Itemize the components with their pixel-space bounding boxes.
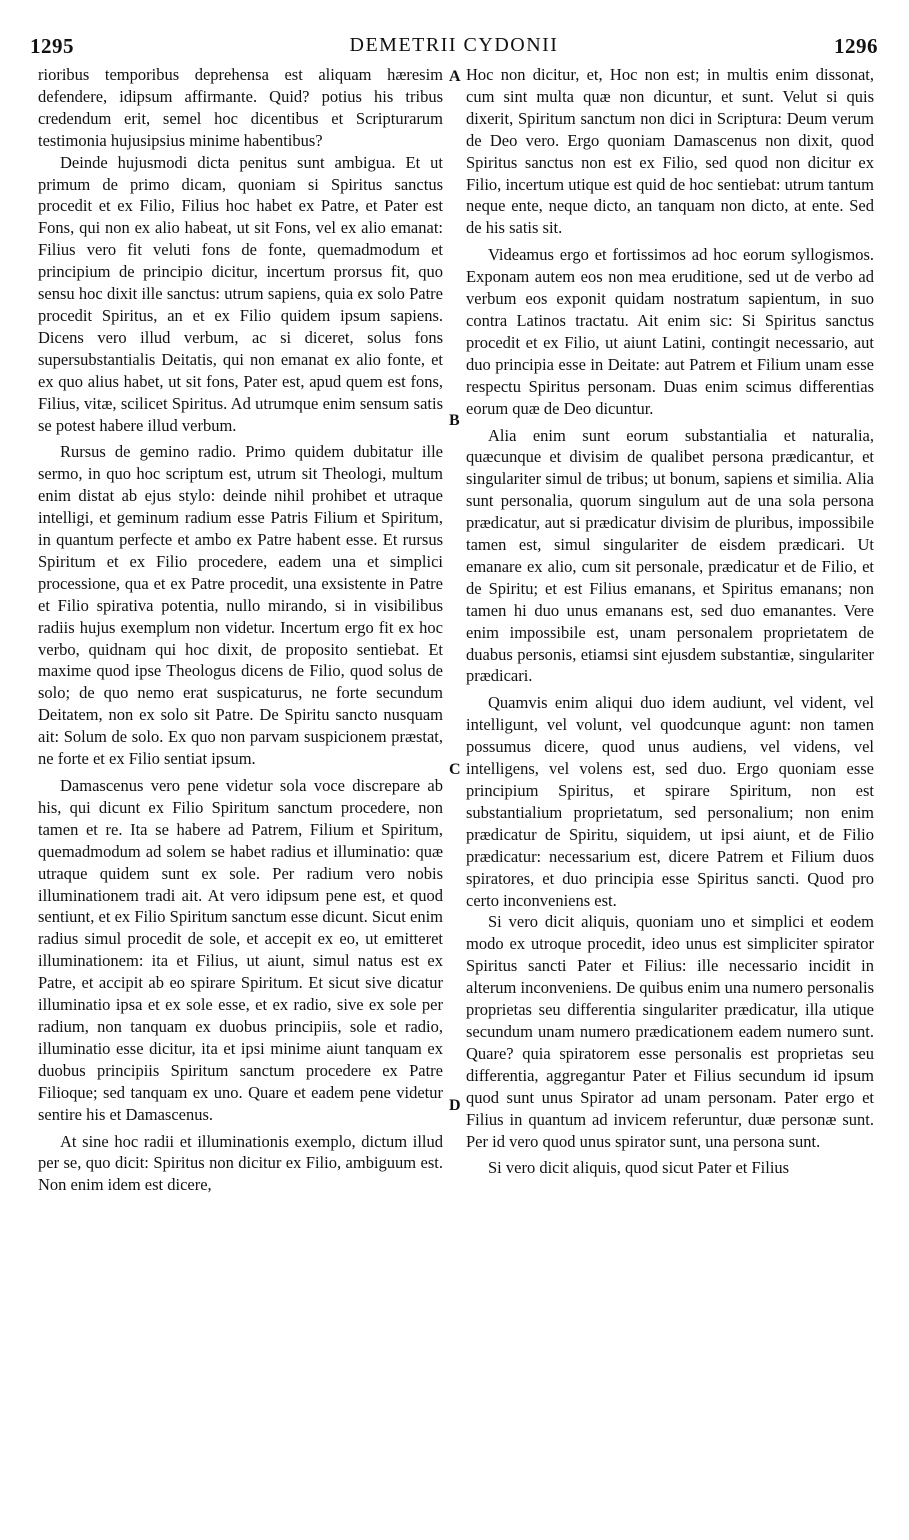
right-paragraph-5: Si vero dicit aliquis, quoniam uno et simplici et eodem modo ex utroque procedit, ideo unus est simpliciter spirator Spiritus sancti Pater et Filius: ille necessario incidit in alterum inconveniens. De quibus enim una numero personalis proprietas seu differentia singulariter prædicatur, illa utique secundum unam numero prædicationem eadem numero sunt. Quare? quia spiratorem esse personalis est proprietas seu differentia, aggregantur Pater et Filius secundum id ipsum quod sunt unus Spirator ad unam personam. Pater ergo et Filius in quantum ad invicem referuntur, duæ personæ sunt. Per id vero quod unus spirator sunt, una persona sunt. — [466, 912, 874, 1151]
running-title: DEMETRII CYDONII — [349, 34, 559, 56]
right-paragraph-2: Videamus ergo et fortissimos ad hoc eorum syllogismos. Exponam autem eos non mea eruditione, sed ut de verbo ad verbum eos exponit quidam nostratum sapientum, in suo contra Latinos tractatu. Ait enim sic: Si Spiritus sanctus procedit et ex Filio, ut aiunt Latini, contingit necessario, aut duo principia esse in Deitate: aut Patrem et Filium unam esse respectu Spiritus personam. Duas enim scimus differentias eorum quæ de Deo dicuntur. — [466, 245, 874, 418]
left-paragraph-1: rioribus temporibus deprehensa est aliquam hæresim defendere, idipsum affirmante. Quid? potius his tribus credendum erit, semel hoc dicentibus et Scripturarum testimonia hujusipsius minime habentibus? — [38, 65, 443, 150]
section-marker-c: C — [449, 761, 461, 778]
right-paragraph-3: Alia enim sunt eorum substantialia et naturalia, quæcunque et divisim de qualibet persona prædicantur, et singulariter simul de tribus; ut bonum, sapiens et similia. Alia sunt personalia, quorum singulum aut de una sola persona prædicatur, aut si prædicatur divisim de pluribus, impossibile tamen est, simul singulariter de eisdem prædicari. Ut emanare ex alio, cum sit personale, prædicatur et de Filio, et de Spiritu; et est Filius emanans, et Spiritus emanans; non tamen hi duo unus emanans est, sed duo emanantes. Vere enim impossibile est, unam personalem proprietatem de duabus personis, etiamsi sint ejusdem substantiæ, singulariter prædicari. — [466, 425, 874, 686]
right-paragraph-1: Hoc non dicitur, et, Hoc non est; in multis enim dissonat, cum sint multa quæ non dicuntur, et sunt. Velut si quis dixerit, Spiritum sanctum non dici in Scriptura: Deum verum de Deo vero. Ergo quoniam Damascenus non dixit, quod Spiritus sanctus non est ex Filio, sed quod non dicitur ex Filio, incertum utique est quid de hoc sentiebat: utrum tantum neque ente, neque dicto, an tanquam non dicto, at ente. Sed de his satis sit. — [466, 65, 874, 238]
left-paragraph-3: Rursus de gemino radio. Primo quidem dubitatur ille sermo, in quo hoc scriptum est, utrum sit Theologi, multum enim distat ab ejus stylo: deinde nihil prohibet et utraque intelligi, et geminum radium esse Patris Filium et Spiritum, in quantum perfecte et ambo ex Patre habent esse. Et rursus Spiritum et ex Filio procedere, eadem una et simplici processione, qua et ex Patre procedit, una exsistente in Patre et Filio spirativa potentia, nullo mirando, si in visibilibus radiis hujus exemplum non videtur. Incertum ergo fit ex hoc verbo, quidnam qui hoc dixit, de proposito sentiebat. Et maxime quod ipse Theologus dicens de Filio, quod solus de solo; de quo nemo erat suspicaturus, ne forte secundum Deitatem, non ex solo sit Patre. De Spiritu sancto nusquam ait: Solum de solo. Ex quo non parvam suspicionem præstat, ne forte et ex Filio sentiat ipsum. — [38, 442, 443, 769]
left-paragraph-5: At sine hoc radii et illuminationis exemplo, dictum illud per se, quo dicit: Spiritus non dicitur ex Filio, ambiguum est. Non enim idem est dicere, — [38, 1131, 443, 1195]
page-header — [30, 34, 878, 60]
left-paragraph-4: Damascenus vero pene videtur sola voce discrepare ab his, qui dicunt ex Filio Spiritum sanctum procedere, non tamen et re. Ita se habere ad Patrem, Filium et Spiritum, quemadmodum ad solem se habet radius et illuminatio: quæ utraque quidem sunt ex sole. Per radium vero nobis illuminationem tradi ait. At vero idipsum pene est, et quod sentiunt, et ex Filio Spiritum sanctum esse dicunt. Sicut enim radius simul procedit de sole, et accepit ex eo, ut emitteret illuminationem: ita et Filius, ut aiunt, simul natus est ex Patre, et accipit ab eo spirare Spiritum. Et sicut sive dicatur illuminatio ipsa et ex sole esse, et ex radio, sive ex sole per radium, non tanquam ex duobus principiis, sole et radio, illuminatio esse dicitur, ita et ipsi minime aiunt tanquam ex duobus principiis Spiritum sanctum procedere ex Patre Filioque; sed tanquam ex uno. Quare et eadem pene videtur sentire his et Damascenus. — [38, 776, 443, 1124]
right-column — [466, 64, 874, 1179]
page-number-left: 1295 — [30, 34, 74, 58]
page-number-right: 1296 — [834, 34, 878, 58]
section-marker-d: D — [449, 1097, 461, 1114]
right-paragraph-4: Quamvis enim aliqui duo idem audiunt, vel vident, vel intelligunt, vel volunt, vel quodcunque agunt: non tamen possumus dicere, quod unus audiens, vel videns, vel intelligens, vel volens est, sed duo. Ergo quoniam esse principium Spiritus, et spirare Spiritum, non est substantialium proprietatum, sed personalium; non enim prædicatur de Spiritu, siquidem, ut ipsi aiunt, et de Filio prædicatur: necessarium est, dicere Patrem et Filium duos spiratores, et duo principia esse Spiritus sancti. Quod pro certo inconveniens est. — [466, 693, 874, 910]
left-paragraph-2: Deinde hujusmodi dicta penitus sunt ambigua. Et ut primum de primo dicam, quoniam si Spiritus sanctus procedit et ex Filio, Filius hoc habet ex Patre, et Pater est Fons, qui non ex alio habeat, ut sit Fons, vel ex alio emanat: Filius vero fit veluti fons de fonte, quemadmodum et principium de principio dicitur, incertum prorsus fit, quo sensu hoc dixit ille sanctus: utrum sapiens, quia ex solo Patre procedit Spiritus, an et ex Filio quidem ipsum sapiens. Dicens vero illud verbum, ac si diceret, solus fons supersubstantialis Deitatis, qui non emanat ex alio fonte, et ex quo alius habet, ut sit fons, Pater est, apud quem est fons, Filius, vitæ, scilicet Spiritus. Ad utrumque enim sensum satis se potest habere illud verbum. — [38, 152, 443, 435]
left-column — [38, 64, 443, 1196]
section-marker-a: A — [449, 68, 461, 85]
right-paragraph-6: Si vero dicit aliquis, quod sicut Pater et Filius — [488, 1158, 790, 1178]
section-marker-b: B — [449, 412, 460, 429]
